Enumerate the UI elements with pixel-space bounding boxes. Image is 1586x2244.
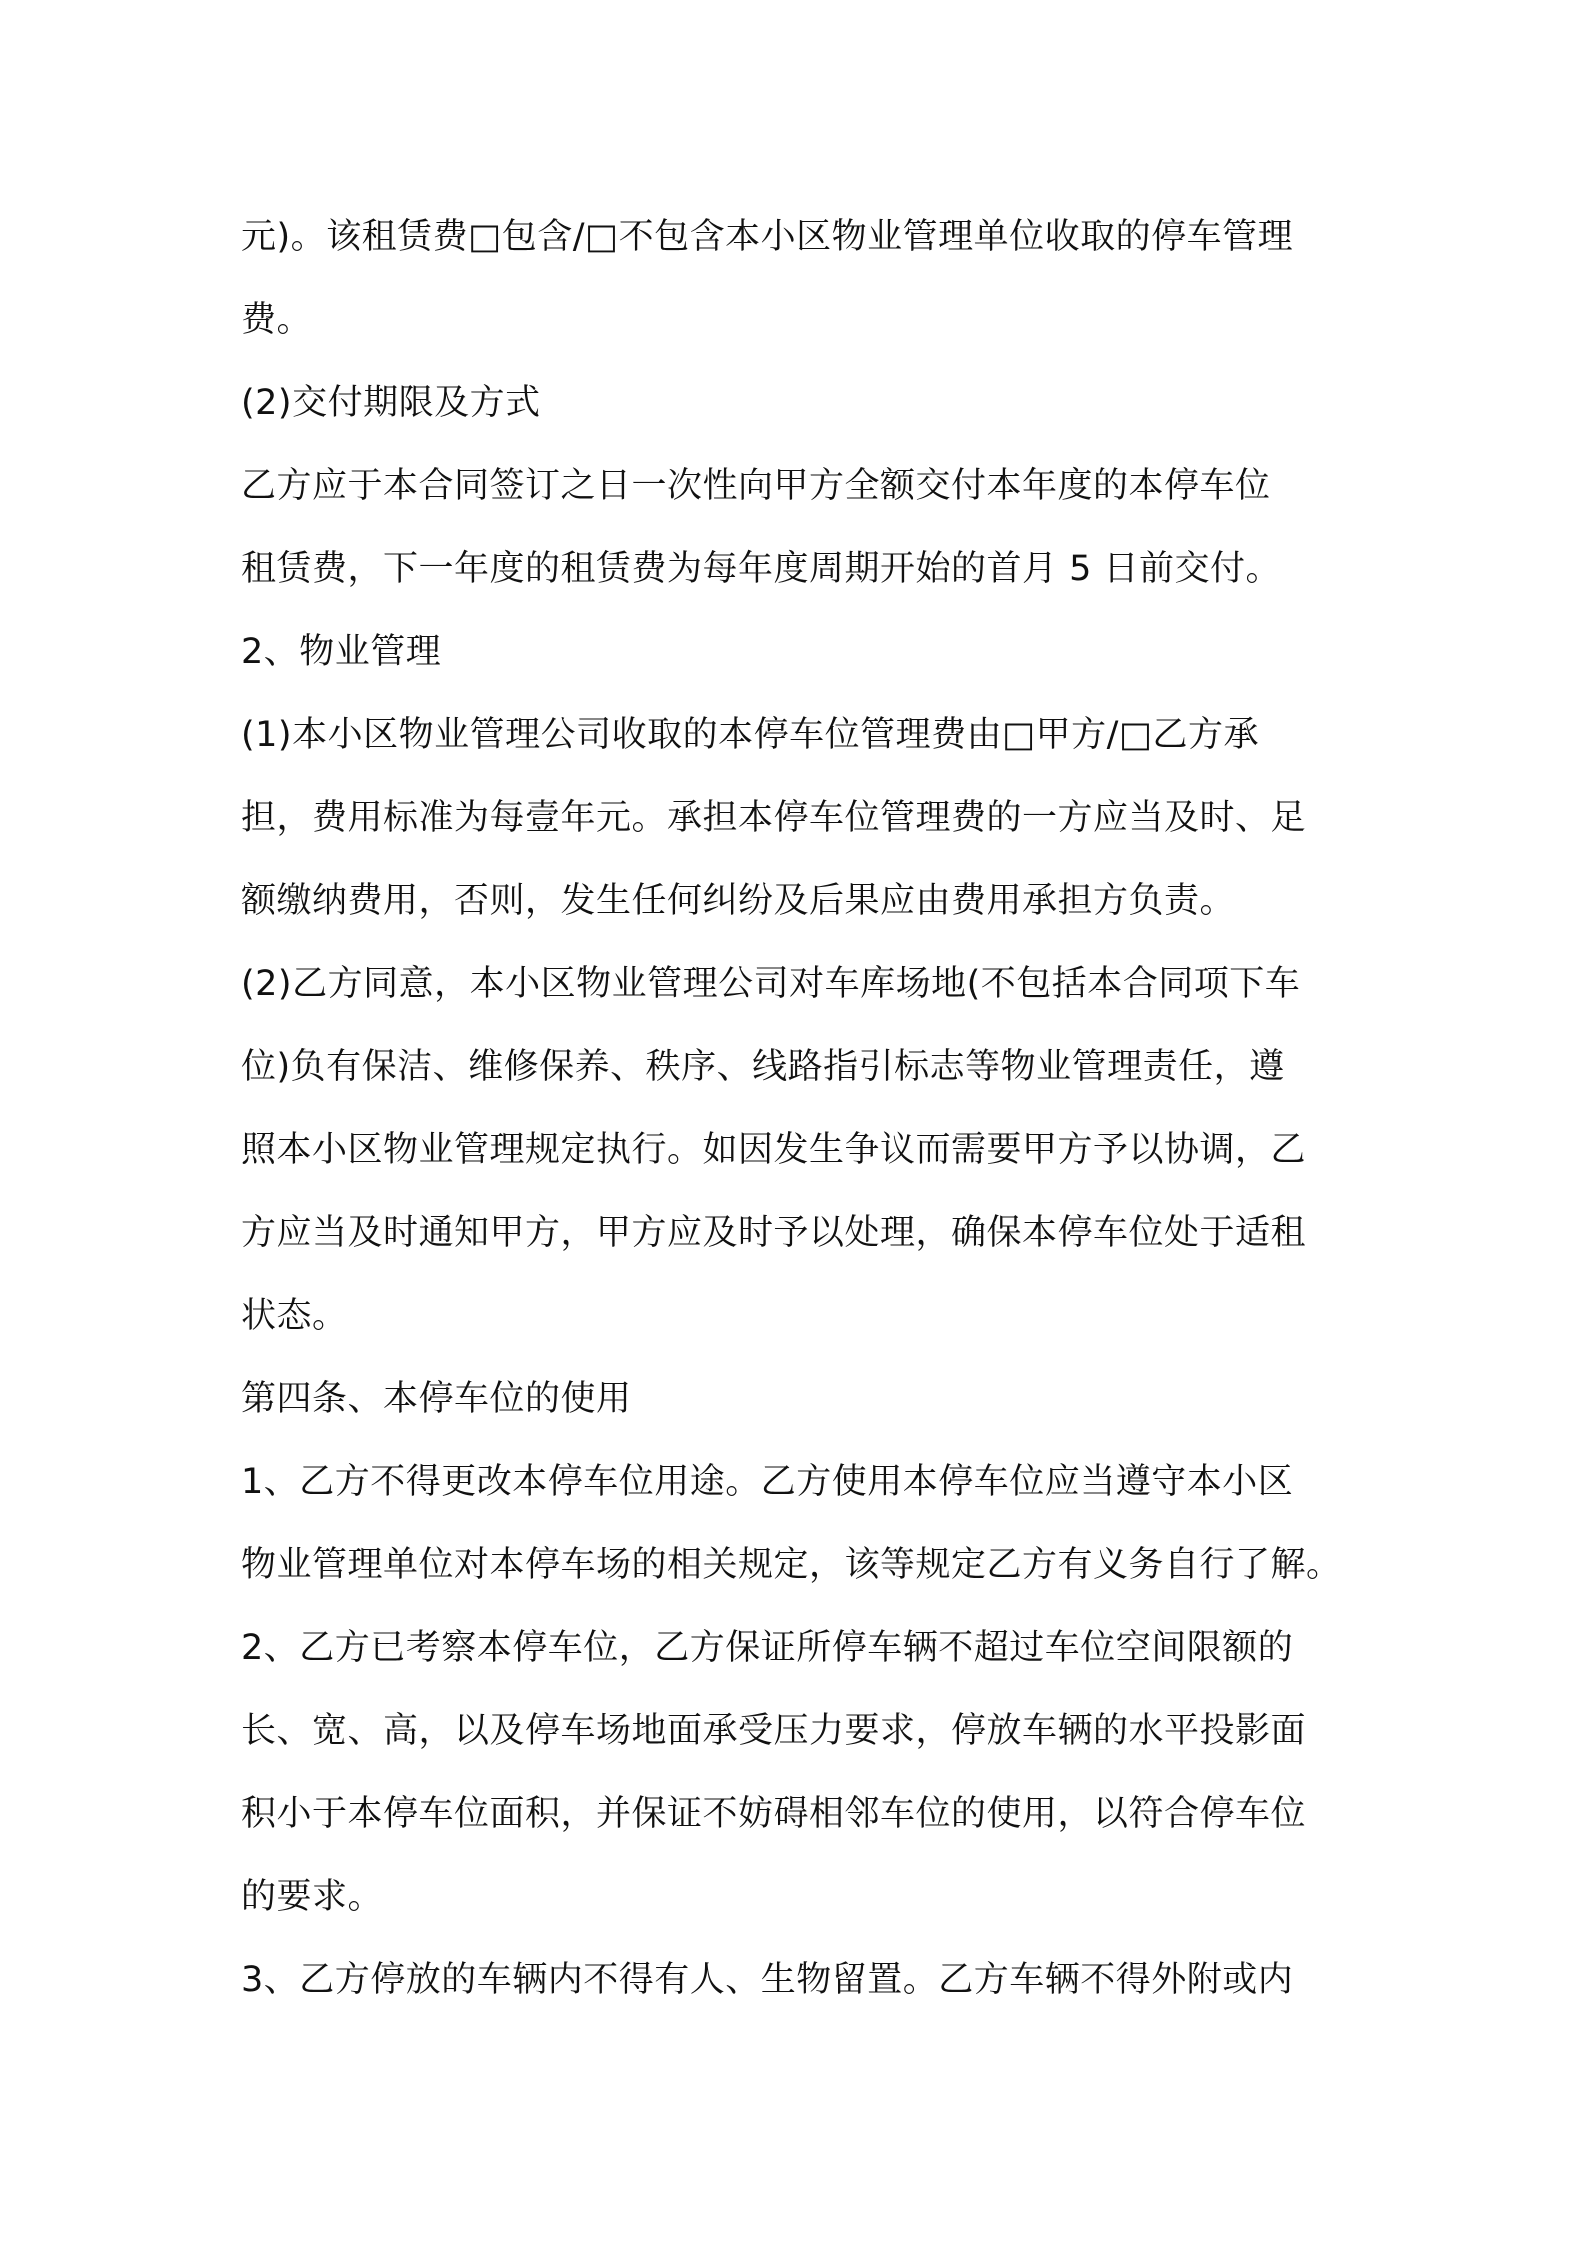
- text-line-8: 担，费用标准为每壹年元。承担本停车位管理费的一方应当及时、足: [241, 798, 1307, 838]
- text-line-4: 乙方应于本合同签订之日一次性向甲方全额交付本年度的本停车位: [241, 466, 1271, 506]
- text-line-9: 额缴纳费用，否则，发生任何纠纷及后果应由费用承担方负责。: [241, 881, 1236, 921]
- text-line-18: 2、乙方已考察本停车位，乙方保证所停车辆不超过车位空间限额的: [241, 1628, 1294, 1668]
- text-line-19: 长、宽、高，以及停车场地面承受压力要求，停放车辆的水平投影面: [241, 1711, 1307, 1751]
- text-line-21: 的要求。: [241, 1877, 384, 1917]
- text-line-17: 物业管理单位对本停车场的相关规定，该等规定乙方有义务自行了解。: [241, 1545, 1342, 1585]
- text-line-2: 费。: [241, 300, 313, 340]
- text-line-20: 积小于本停车位面积，并保证不妨碍相邻车位的使用，以符合停车位: [241, 1794, 1307, 1834]
- text-line-12: 照本小区物业管理规定执行。如因发生争议而需要甲方予以协调，乙: [241, 1130, 1307, 1170]
- text-line-15: 第四条、本停车位的使用: [241, 1379, 632, 1419]
- text-line-13: 方应当及时通知甲方，甲方应及时予以处理，确保本停车位处于适租: [241, 1213, 1307, 1253]
- text-line-11: 位)负有保洁、维修保养、秩序、线路指引标志等物业管理责任，遵: [241, 1047, 1285, 1087]
- text-line-5: 租赁费，下一年度的租赁费为每年度周期开始的首月 5 日前交付。: [241, 549, 1282, 589]
- text-line-7: (1)本小区物业管理公司收取的本停车位管理费由□甲方/□乙方承: [241, 715, 1260, 755]
- text-line-14: 状态。: [241, 1296, 348, 1336]
- text-line-16: 1、乙方不得更改本停车位用途。乙方使用本停车位应当遵守本小区: [241, 1462, 1294, 1502]
- text-line-1: 元)。该租赁费□包含/□不包含本小区物业管理单位收取的停车管理: [241, 217, 1294, 257]
- document-body: [241, 196, 1361, 2022]
- text-line-10: (2)乙方同意，本小区物业管理公司对车库场地(不包括本合同项下车: [241, 964, 1301, 1004]
- text-line-3: (2)交付期限及方式: [241, 383, 541, 423]
- text-line-6: 2、物业管理: [241, 632, 442, 672]
- text-line-22: 3、乙方停放的车辆内不得有人、生物留置。乙方车辆不得外附或内: [241, 1960, 1294, 2000]
